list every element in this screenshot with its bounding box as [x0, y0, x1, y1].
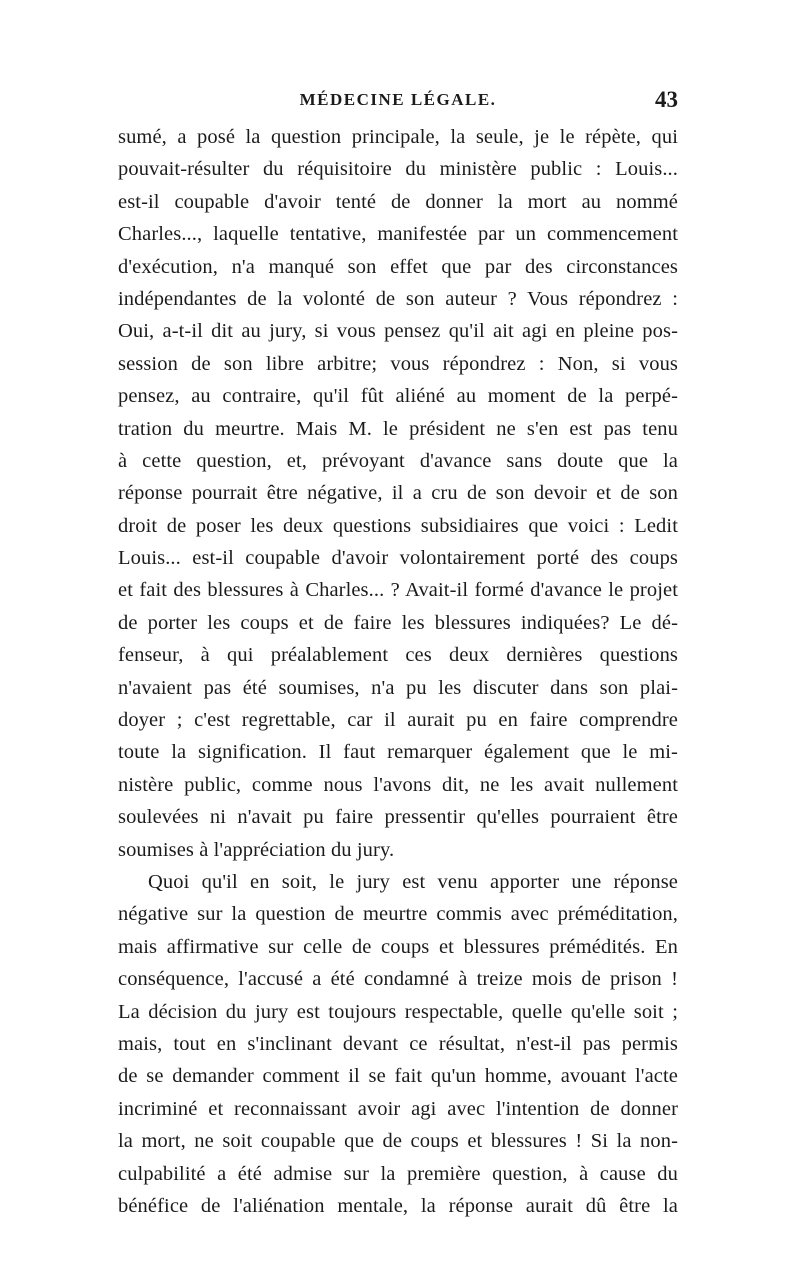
text-line: bénéfice de l'aliénation mentale, la réponse aurait dû être la: [118, 1194, 678, 1217]
text-line: conséquence, l'accusé a été condamné à treize mois de prison !: [118, 968, 678, 991]
text-line: n'avaient pas été soumises, n'a pu les discuter dans son plai-: [118, 676, 678, 699]
text-line: culpabilité a été admise sur la première question, à cause du: [118, 1162, 678, 1185]
text-line: tration du meurtre. Mais M. le président ne s'en est pas tenu: [118, 417, 678, 440]
text-line: doyer ; c'est regrettable, car il aurait pu en faire comprendre: [118, 709, 678, 732]
text-line: sumé, a posé la question principale, la seule, je le répète, qui: [118, 126, 678, 148]
text-line: Louis... est-il coupable d'avoir volontairement porté des coups: [118, 547, 678, 570]
text-line: session de son libre arbitre; vous répondrez : Non, si vous: [118, 352, 678, 375]
text-line: de se demander comment il se fait qu'un homme, avouant l'acte: [118, 1065, 678, 1088]
text-line: fenseur, à qui préalablement ces deux dernières questions: [118, 644, 678, 667]
text-line: Charles..., laquelle tentative, manifestée par un commencement: [118, 223, 678, 246]
text-line: nistère public, comme nous l'avons dit, ne les avait nullement: [118, 773, 678, 796]
text-line: indépendantes de la volonté de son auteur ? Vous répondrez :: [118, 287, 678, 310]
body-text: [118, 121, 678, 1222]
text-line: droit de poser les deux questions subsidiaires que voici : Ledit: [118, 514, 678, 537]
text-line: mais affirmative sur celle de coups et blessures prémédités. En: [118, 935, 678, 958]
text-line: à cette question, et, prévoyant d'avance sans doute que la: [118, 449, 678, 472]
text-line: Oui, a-t-il dit au jury, si vous pensez qu'il ait agi en pleine pos-: [118, 320, 678, 343]
text-line: mais, tout en s'inclinant devant ce résultat, n'est-il pas permis: [118, 1032, 678, 1055]
text-line: pouvait-résulter du réquisitoire du ministère public : Louis...: [118, 158, 678, 181]
text-line: et fait des blessures à Charles... ? Avait-il formé d'avance le projet: [118, 579, 678, 602]
text-line: négative sur la question de meurtre commis avec préméditation,: [118, 903, 678, 926]
paragraph-end-line: soumises à l'appréciation du jury.: [118, 838, 395, 861]
running-head: [118, 87, 678, 120]
page-number: 43: [655, 87, 678, 112]
paragraph-first-line: Quoi qu'il en soit, le jury est venu apporter une réponse: [148, 870, 678, 893]
text-line: la mort, ne soit coupable que de coups et blessures ! Si la non-: [118, 1130, 678, 1153]
text-line: incriminé et reconnaissant avoir agi avec l'intention de donner: [118, 1097, 678, 1120]
text-line: toute la signification. Il faut remarquer également que le mi-: [118, 741, 678, 764]
text-line: est-il coupable d'avoir tenté de donner la mort au nommé: [118, 190, 678, 213]
text-line: de porter les coups et de faire les blessures indiquées? Le dé-: [118, 611, 678, 634]
running-title: MÉDECINE LÉGALE.: [299, 90, 497, 109]
text-line: pensez, au contraire, qu'il fût aliéné au moment de la perpé-: [118, 385, 678, 408]
text-line: d'exécution, n'a manqué son effet que par des circonstances: [118, 255, 678, 278]
text-line: réponse pourrait être négative, il a cru de son devoir et de son: [118, 482, 678, 505]
text-line: La décision du jury est toujours respectable, quelle qu'elle soit ;: [118, 1000, 678, 1023]
text-line: soulevées ni n'avait pu faire pressentir qu'elles pourraient être: [118, 806, 678, 829]
